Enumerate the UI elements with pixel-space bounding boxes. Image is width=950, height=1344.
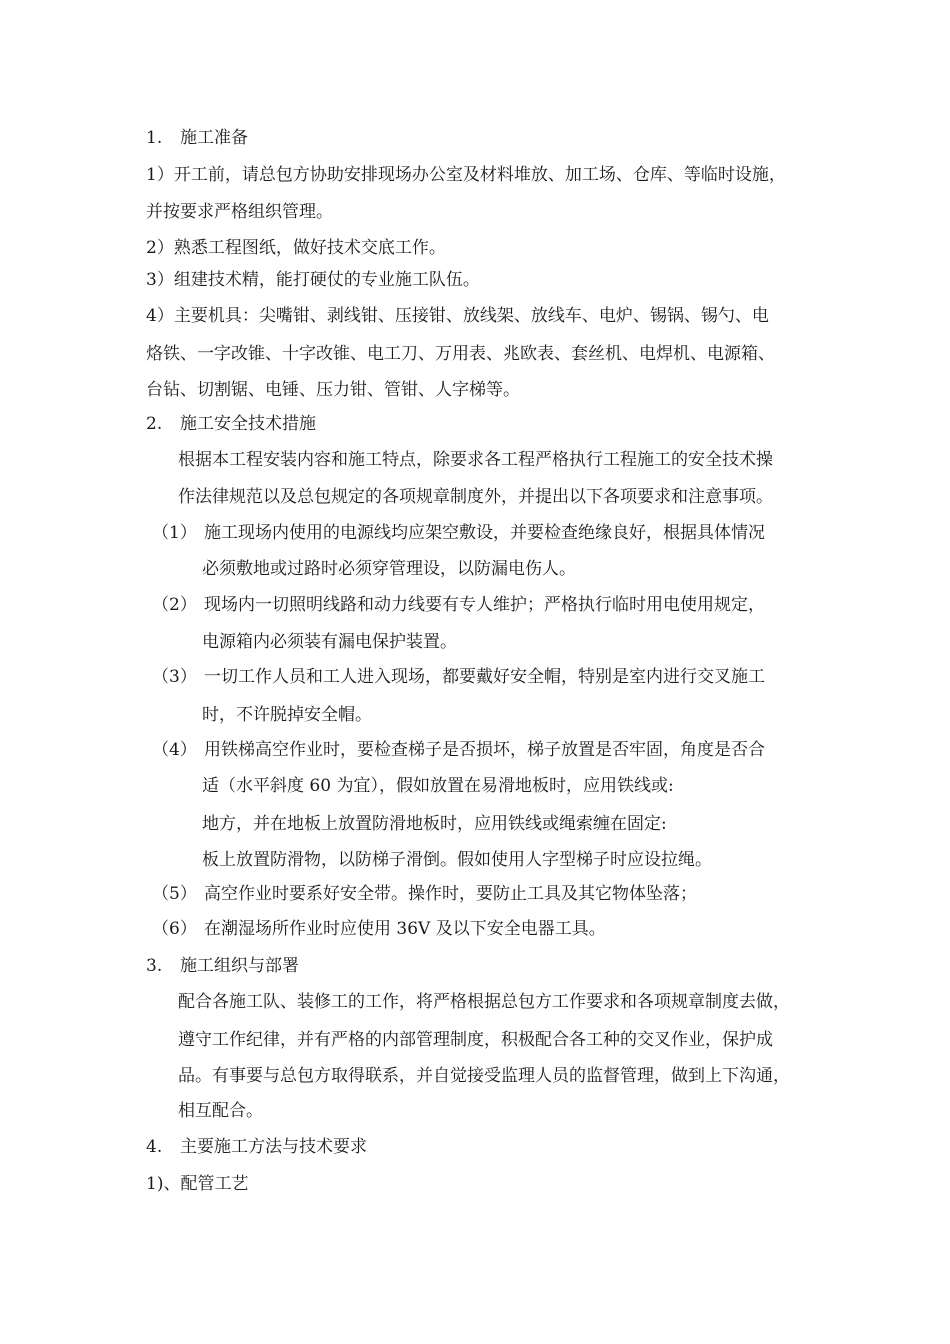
list-item bbox=[152, 665, 765, 689]
paragraph-line: 遵守工作纪律，并有严格的内部管理制度，积极配合各工种的交叉作业，保护成 bbox=[178, 1030, 773, 1050]
paragraph-line: 相互配合。 bbox=[178, 1101, 263, 1121]
list-item bbox=[152, 738, 765, 762]
section-title: 施工安全技术措施 bbox=[180, 414, 316, 434]
paragraph-line: 2）熟悉工程图纸，做好技术交底工作。 bbox=[146, 238, 446, 258]
paragraph-line: 烙铁、一字改锥、十字改锥、电工刀、万用表、兆欧表、套丝机、电焊机、电源箱、 bbox=[146, 344, 775, 364]
section-3-heading bbox=[146, 954, 299, 978]
paragraph-line: 根据本工程安装内容和施工特点，除要求各工程严格执行工程施工的安全技术操 bbox=[178, 450, 773, 470]
section-4-heading bbox=[146, 1135, 367, 1159]
paragraph-line: 3）组建技术精，能打硬仗的专业施工队伍。 bbox=[146, 270, 480, 290]
paragraph-line: 4）主要机具：尖嘴钳、剥线钳、压接钳、放线架、放线车、电炉、锡锅、锡勺、电 bbox=[146, 306, 769, 326]
item-number: （1） bbox=[152, 523, 197, 543]
section-title: 施工准备 bbox=[180, 128, 248, 148]
item-number: （4） bbox=[152, 740, 197, 760]
section-number: 4. bbox=[146, 1137, 163, 1157]
section-number: 3. bbox=[146, 956, 163, 976]
subheading: 1)、配管工艺 bbox=[146, 1174, 249, 1194]
section-number: 2. bbox=[146, 414, 163, 434]
item-number: （6） bbox=[152, 919, 197, 939]
list-item bbox=[152, 521, 765, 545]
item-text: 一切工作人员和工人进入现场，都要戴好安全帽，特别是室内进行交叉施工 bbox=[204, 667, 765, 687]
item-text: 现场内一切照明线路和动力线要有专人维护；严格执行临时用电使用规定， bbox=[204, 595, 765, 615]
paragraph-line: 品。有事要与总包方取得联系，并自觉接受监理人员的监督管理，做到上下沟通， bbox=[178, 1066, 790, 1086]
item-text: 用铁梯高空作业时，要检查梯子是否损坏，梯子放置是否牢固，角度是否合 bbox=[204, 740, 765, 760]
paragraph-line: 作法律规范以及总包规定的各项规章制度外，并提出以下各项要求和注意事项。 bbox=[178, 487, 773, 507]
section-1-heading bbox=[146, 126, 248, 150]
list-item bbox=[152, 917, 606, 941]
section-title: 施工组织与部署 bbox=[180, 956, 299, 976]
item-continuation: 必须敷地或过路时必须穿管理设，以防漏电伤人。 bbox=[202, 559, 576, 579]
section-2-heading bbox=[146, 412, 316, 436]
list-item bbox=[152, 882, 697, 906]
paragraph-line: 1）开工前，请总包方协助安排现场办公室及材料堆放、加工场、仓库、等临时设施， bbox=[146, 165, 786, 185]
item-text: 施工现场内使用的电源线均应架空敷设，并要检查绝缘良好，根据具体情况 bbox=[204, 523, 765, 543]
item-continuation: 板上放置防滑物，以防梯子滑倒。假如使用人字型梯子时应设拉绳。 bbox=[202, 850, 712, 870]
item-continuation: 地方，并在地板上放置防滑地板时，应用铁线或绳索缠在固定: bbox=[202, 814, 667, 834]
item-number: （3） bbox=[152, 667, 197, 687]
item-continuation: 适（水平斜度 60 为宜），假如放置在易滑地板时，应用铁线或: bbox=[202, 776, 674, 796]
item-text: 高空作业时要系好安全带。操作时，要防止工具及其它物体坠落； bbox=[204, 884, 697, 904]
item-number: （2） bbox=[152, 595, 197, 615]
section-title: 主要施工方法与技术要求 bbox=[180, 1137, 367, 1157]
item-continuation: 电源箱内必须装有漏电保护装置。 bbox=[202, 632, 457, 652]
item-text: 在潮湿场所作业时应使用 36V 及以下安全电器工具。 bbox=[204, 919, 606, 939]
section-number: 1. bbox=[146, 128, 163, 148]
paragraph-line: 并按要求严格组织管理。 bbox=[146, 202, 333, 222]
paragraph-line: 台钻、切割锯、电锤、压力钳、管钳、人字梯等。 bbox=[146, 380, 520, 400]
paragraph-line: 配合各施工队、装修工的工作，将严格根据总包方工作要求和各项规章制度去做， bbox=[178, 992, 790, 1012]
item-continuation: 时，不许脱掉安全帽。 bbox=[202, 705, 372, 725]
list-item bbox=[152, 593, 765, 617]
item-number: （5） bbox=[152, 884, 197, 904]
